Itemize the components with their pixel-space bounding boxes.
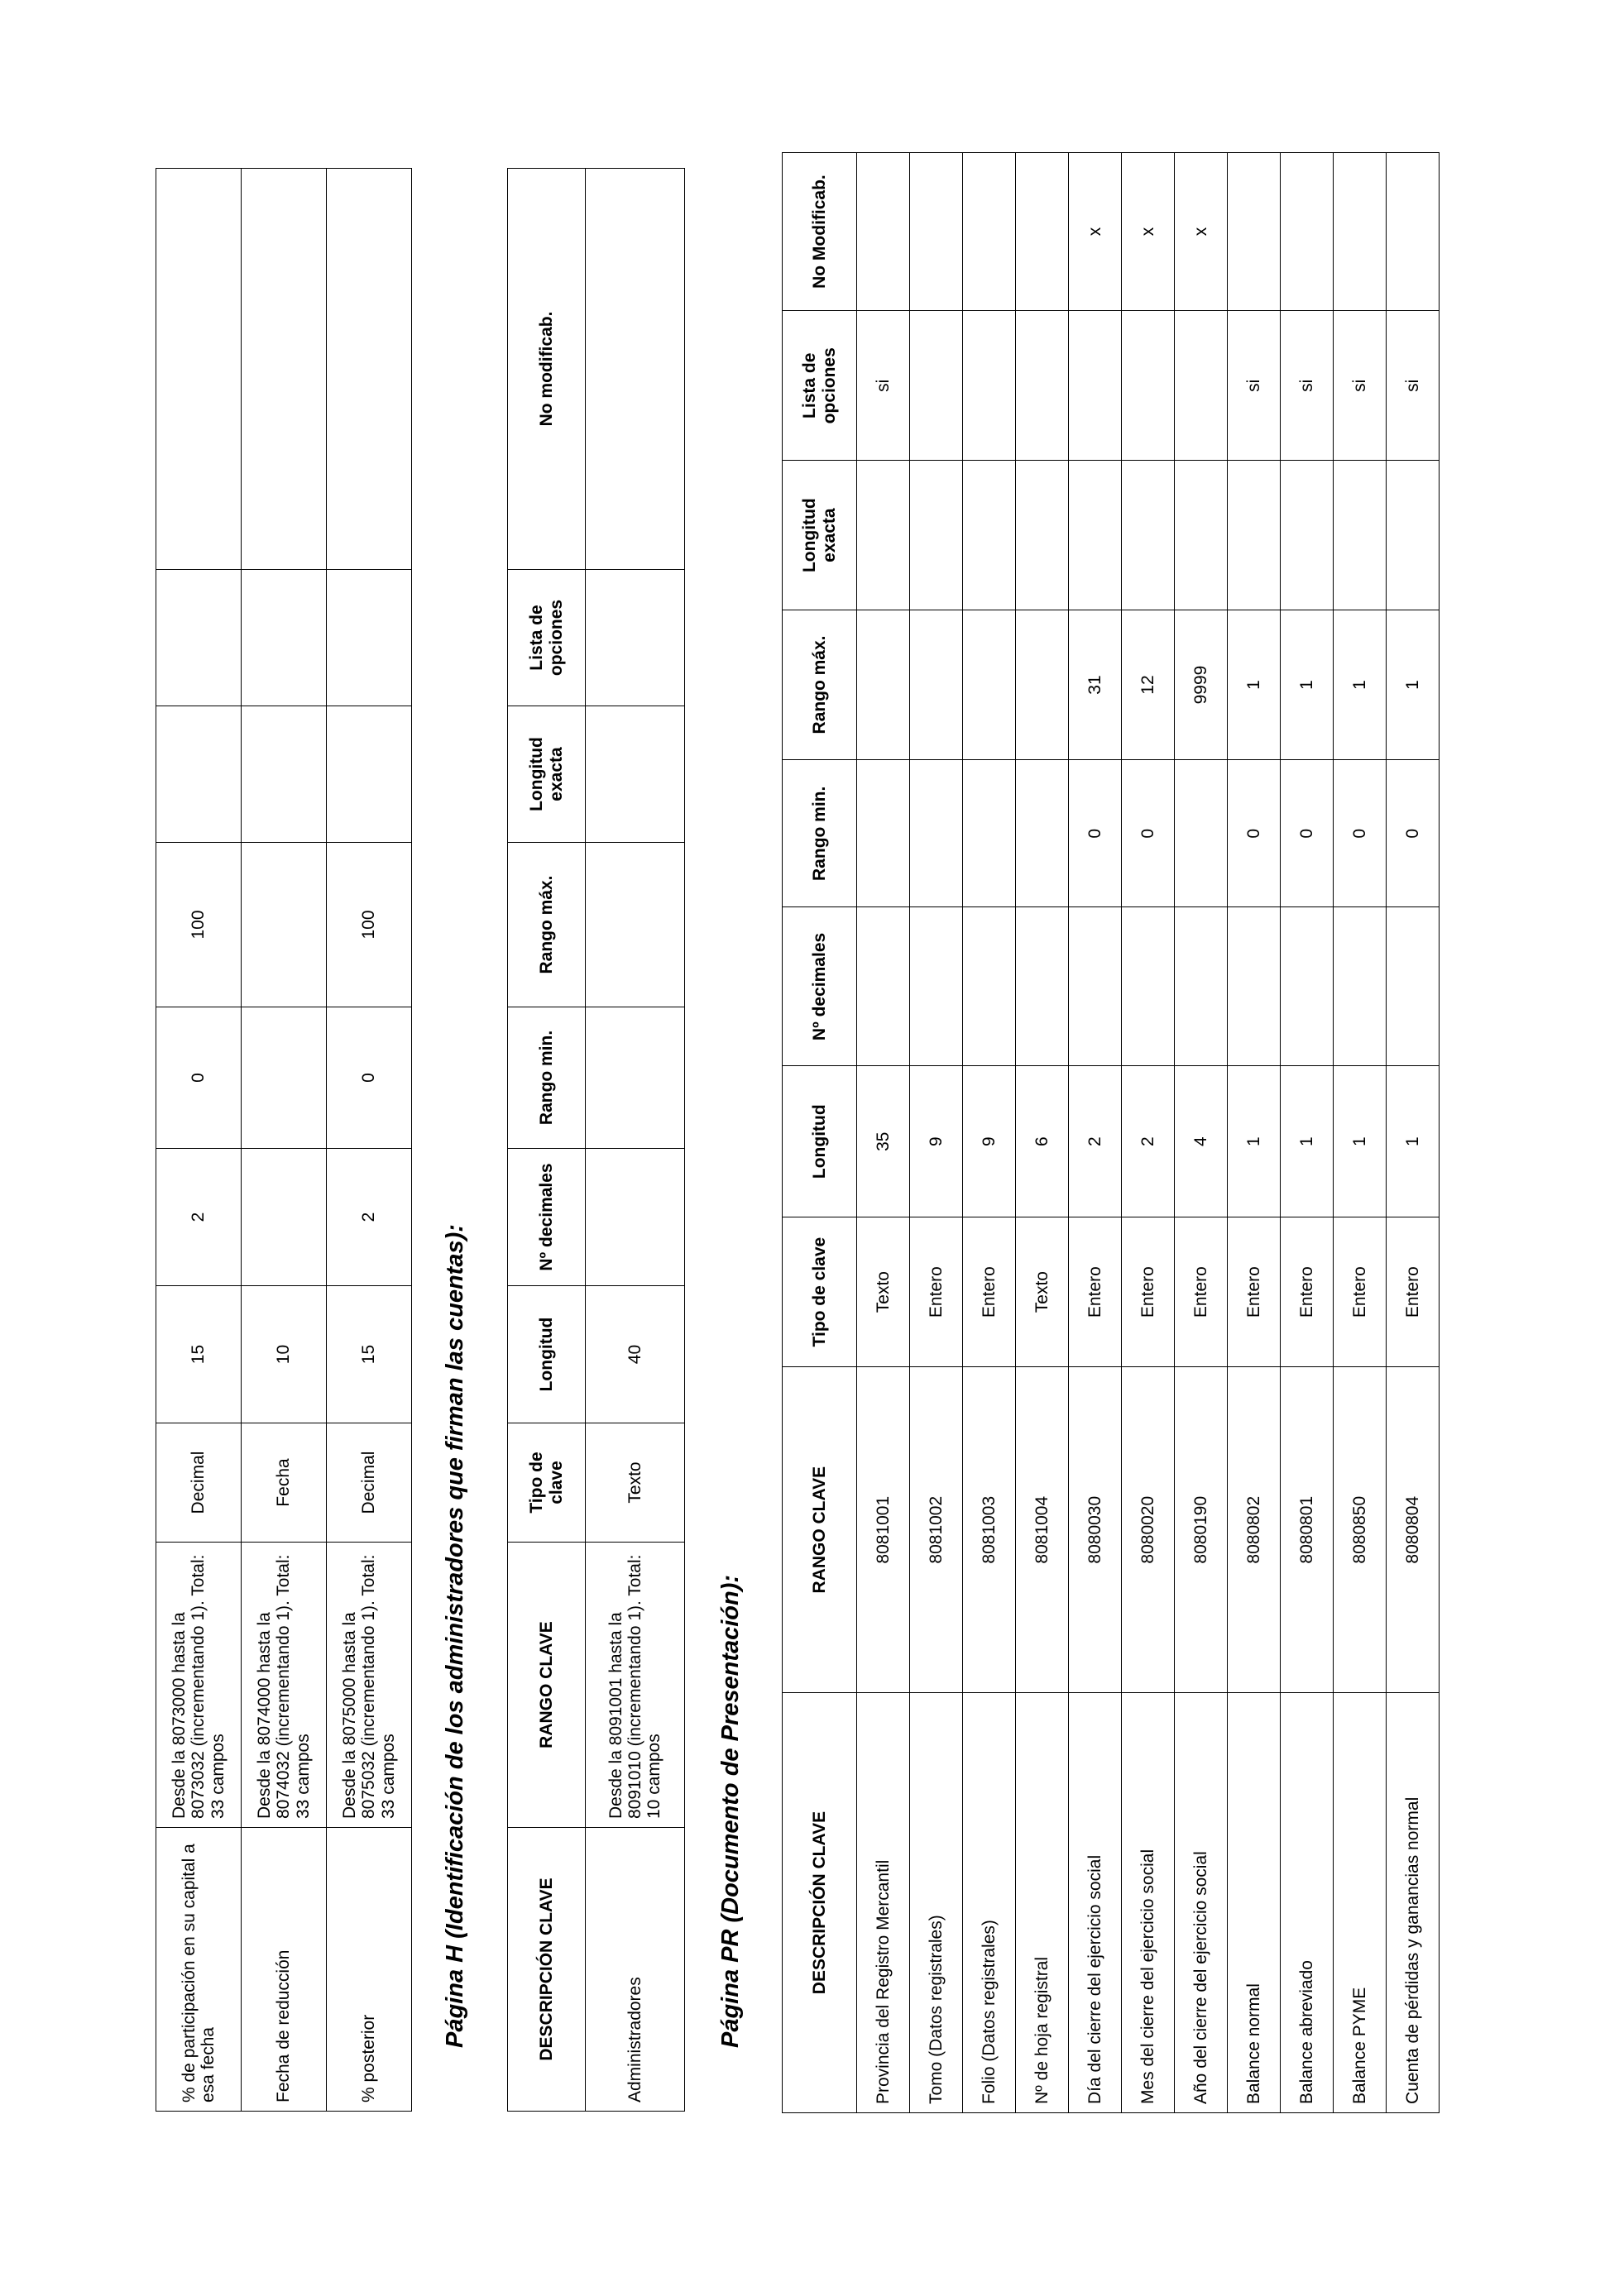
cell-rmax bbox=[963, 610, 1016, 759]
cell-longitud: 6 bbox=[1016, 1066, 1069, 1217]
header-decimales: Nº decimales bbox=[508, 1149, 586, 1286]
cell-desc: Balance normal bbox=[1228, 1693, 1281, 2113]
header-lista: Lista de opciones bbox=[783, 311, 857, 461]
cell-desc: Día del cierre del ejercicio social bbox=[1069, 1693, 1122, 2113]
cell-rmax: 1 bbox=[1228, 610, 1281, 759]
cell-rango: Desde la 8073000 hasta la 8073032 (incrementando 1). Total: 33 campos bbox=[156, 1543, 242, 1828]
cell-lista bbox=[1122, 311, 1175, 461]
cell-rmin bbox=[963, 760, 1016, 907]
cell-desc: Mes del cierre del ejercicio social bbox=[1122, 1693, 1175, 2113]
cell-desc: Balance PYME bbox=[1334, 1693, 1387, 2113]
cell-desc: Año del cierre del ejercicio social bbox=[1175, 1693, 1228, 2113]
cell-tipo: Entero bbox=[1334, 1217, 1387, 1366]
cell-lexacta bbox=[1069, 461, 1122, 610]
cell-lexacta bbox=[910, 461, 963, 610]
cell-rango: Desde la 8091001 hasta la 8091010 (incrementando 1). Total: 10 campos bbox=[586, 1543, 685, 1828]
cell-desc: Balance abreviado bbox=[1281, 1693, 1334, 2113]
cell-nomod bbox=[1016, 153, 1069, 311]
cell-lexacta bbox=[1387, 461, 1440, 610]
cell-rmax: 12 bbox=[1122, 610, 1175, 759]
cell-nomod: x bbox=[1175, 153, 1228, 311]
cell-decimales bbox=[586, 1149, 685, 1286]
cell-rmax bbox=[910, 610, 963, 759]
table-row bbox=[1387, 153, 1440, 2113]
cell-decimales bbox=[1122, 907, 1175, 1066]
table-row bbox=[1175, 153, 1228, 2113]
cell-lista: si bbox=[857, 311, 910, 461]
cell-longitud: 1 bbox=[1387, 1066, 1440, 1217]
header-rmin: Rango min. bbox=[508, 1007, 586, 1149]
cell-rmin: 0 bbox=[1334, 760, 1387, 907]
cell-lista bbox=[963, 311, 1016, 461]
cell-rango: 8081002 bbox=[910, 1367, 963, 1693]
cell-decimales bbox=[1175, 907, 1228, 1066]
cell-lexacta bbox=[586, 706, 685, 843]
cell-lista bbox=[327, 570, 412, 706]
cell-tipo: Decimal bbox=[327, 1423, 412, 1543]
cell-tipo: Entero bbox=[963, 1217, 1016, 1366]
cell-lista bbox=[156, 570, 242, 706]
cell-desc: % de participación en su capital a esa fecha bbox=[156, 1828, 242, 2112]
cell-nomod bbox=[156, 169, 242, 570]
cell-lexacta bbox=[1122, 461, 1175, 610]
cell-longitud: 1 bbox=[1281, 1066, 1334, 1217]
cell-rmax bbox=[242, 843, 327, 1007]
cell-rmax bbox=[857, 610, 910, 759]
header-lista: Lista de opciones bbox=[508, 570, 586, 706]
cell-nomod: x bbox=[1069, 153, 1122, 311]
table-row bbox=[1016, 153, 1069, 2113]
cell-rmin bbox=[910, 760, 963, 907]
cell-tipo: Texto bbox=[1016, 1217, 1069, 1366]
header-rango: RANGO CLAVE bbox=[508, 1543, 586, 1828]
table-row bbox=[242, 169, 327, 2112]
cell-nomod bbox=[1281, 153, 1334, 311]
cell-lexacta bbox=[1228, 461, 1281, 610]
header-desc: DESCRIPCIÓN CLAVE bbox=[508, 1828, 586, 2112]
cell-nomod bbox=[857, 153, 910, 311]
cell-tipo: Entero bbox=[910, 1217, 963, 1366]
cell-tipo: Decimal bbox=[156, 1423, 242, 1543]
cell-nomod bbox=[963, 153, 1016, 311]
cell-lexacta bbox=[963, 461, 1016, 610]
admins-table bbox=[507, 168, 685, 2112]
cell-tipo: Entero bbox=[1281, 1217, 1334, 1366]
cell-longitud: 9 bbox=[910, 1066, 963, 1217]
cell-rango: 8081001 bbox=[857, 1367, 910, 1693]
cell-nomod: x bbox=[1122, 153, 1175, 311]
cell-rmax: 31 bbox=[1069, 610, 1122, 759]
header-longitud: Longitud bbox=[508, 1286, 586, 1423]
cell-desc: Folio (Datos registrales) bbox=[963, 1693, 1016, 2113]
table-row bbox=[1228, 153, 1281, 2113]
cell-decimales bbox=[1069, 907, 1122, 1066]
header-nomod: No Modificab. bbox=[783, 153, 857, 311]
cell-lista: si bbox=[1228, 311, 1281, 461]
cell-lista bbox=[586, 570, 685, 706]
cell-nomod bbox=[242, 169, 327, 570]
cell-longitud: 10 bbox=[242, 1286, 327, 1423]
cell-rango: 8080030 bbox=[1069, 1367, 1122, 1693]
table-row bbox=[327, 169, 412, 2112]
cell-rmax bbox=[1016, 610, 1069, 759]
cell-rmin bbox=[1016, 760, 1069, 907]
table-row bbox=[1334, 153, 1387, 2113]
cell-lexacta bbox=[242, 706, 327, 843]
header-lexacta: Longitud exacta bbox=[508, 706, 586, 843]
header-longitud: Longitud bbox=[783, 1066, 857, 1217]
cell-longitud: 2 bbox=[1069, 1066, 1122, 1217]
cell-tipo: Entero bbox=[1175, 1217, 1228, 1366]
cell-rango: 8081003 bbox=[963, 1367, 1016, 1693]
cell-lexacta bbox=[1334, 461, 1387, 610]
section-pr-title: Página PR (Documento de Presentación): bbox=[717, 1574, 744, 2048]
cell-rmax: 100 bbox=[327, 843, 412, 1007]
cell-rmin bbox=[586, 1007, 685, 1149]
cell-lista bbox=[242, 570, 327, 706]
cell-rango: Desde la 8075000 hasta la 8075032 (incrementando 1). Total: 33 campos bbox=[327, 1543, 412, 1828]
header-lexacta: Longitud exacta bbox=[783, 461, 857, 610]
cell-decimales bbox=[1387, 907, 1440, 1066]
cell-rmin: 0 bbox=[1069, 760, 1122, 907]
cell-rango: 8081004 bbox=[1016, 1367, 1069, 1693]
cell-tipo: Fecha bbox=[242, 1423, 327, 1543]
cell-decimales bbox=[1281, 907, 1334, 1066]
cell-rango: 8080804 bbox=[1387, 1367, 1440, 1693]
table-row bbox=[1069, 153, 1122, 2113]
cell-lista: si bbox=[1334, 311, 1387, 461]
cell-lexacta bbox=[857, 461, 910, 610]
cell-nomod bbox=[1228, 153, 1281, 311]
cell-tipo: Texto bbox=[586, 1423, 685, 1543]
cell-lexacta bbox=[1281, 461, 1334, 610]
cell-decimales bbox=[857, 907, 910, 1066]
cell-rmax: 9999 bbox=[1175, 610, 1228, 759]
cell-rmin bbox=[1175, 760, 1228, 907]
cell-desc: % posterior bbox=[327, 1828, 412, 2112]
cell-desc: Nº de hoja registral bbox=[1016, 1693, 1069, 2113]
cell-rmax: 100 bbox=[156, 843, 242, 1007]
table-row bbox=[156, 169, 242, 2112]
table-row bbox=[586, 169, 685, 2112]
cell-longitud: 4 bbox=[1175, 1066, 1228, 1217]
cell-rango: 8080190 bbox=[1175, 1367, 1228, 1693]
header-nomod: No modificab. bbox=[508, 169, 586, 570]
cell-nomod bbox=[327, 169, 412, 570]
cell-rango: 8080850 bbox=[1334, 1367, 1387, 1693]
cell-decimales bbox=[1334, 907, 1387, 1066]
cell-lista bbox=[910, 311, 963, 461]
cell-decimales bbox=[963, 907, 1016, 1066]
cell-longitud: 15 bbox=[156, 1286, 242, 1423]
cell-tipo: Texto bbox=[857, 1217, 910, 1366]
header-rango: RANGO CLAVE bbox=[783, 1367, 857, 1693]
header-tipo: Tipo de clave bbox=[783, 1217, 857, 1366]
cell-lista bbox=[1175, 311, 1228, 461]
cell-lista: si bbox=[1281, 311, 1334, 461]
table-row bbox=[963, 153, 1016, 2113]
cell-rmin: 0 bbox=[1228, 760, 1281, 907]
cell-rmin: 0 bbox=[156, 1007, 242, 1149]
cell-decimales bbox=[1016, 907, 1069, 1066]
presentation-header-row bbox=[783, 153, 857, 2113]
cell-rmax: 1 bbox=[1334, 610, 1387, 759]
admins-header-row bbox=[508, 169, 586, 2112]
cell-lexacta bbox=[1016, 461, 1069, 610]
cell-desc: Provincia del Registro Mercantil bbox=[857, 1693, 910, 2113]
header-rmin: Rango min. bbox=[783, 760, 857, 907]
cell-decimales bbox=[242, 1149, 327, 1286]
cell-rmin: 0 bbox=[1281, 760, 1334, 907]
cell-rango: 8080020 bbox=[1122, 1367, 1175, 1693]
cell-lexacta bbox=[327, 706, 412, 843]
cell-lexacta bbox=[156, 706, 242, 843]
cell-desc: Administradores bbox=[586, 1828, 685, 2112]
cell-decimales: 2 bbox=[156, 1149, 242, 1286]
cell-nomod bbox=[586, 169, 685, 570]
cell-longitud: 1 bbox=[1228, 1066, 1281, 1217]
cell-longitud: 9 bbox=[963, 1066, 1016, 1217]
cell-rango: 8080801 bbox=[1281, 1367, 1334, 1693]
cell-rmin bbox=[242, 1007, 327, 1149]
cell-tipo: Entero bbox=[1122, 1217, 1175, 1366]
header-tipo: Tipo de clave bbox=[508, 1423, 586, 1543]
header-desc: DESCRIPCIÓN CLAVE bbox=[783, 1693, 857, 2113]
cell-longitud: 40 bbox=[586, 1286, 685, 1423]
cell-nomod bbox=[1334, 153, 1387, 311]
cell-decimales: 2 bbox=[327, 1149, 412, 1286]
cell-rmin: 0 bbox=[1387, 760, 1440, 907]
cell-tipo: Entero bbox=[1228, 1217, 1281, 1366]
cell-desc: Tomo (Datos registrales) bbox=[910, 1693, 963, 2113]
cell-rmin bbox=[857, 760, 910, 907]
table-row bbox=[1281, 153, 1334, 2113]
header-decimales: Nº decimales bbox=[783, 907, 857, 1066]
cell-rmin: 0 bbox=[327, 1007, 412, 1149]
cell-rmax bbox=[586, 843, 685, 1007]
cell-lexacta bbox=[1175, 461, 1228, 610]
cell-rmin: 0 bbox=[1122, 760, 1175, 907]
cell-decimales bbox=[1228, 907, 1281, 1066]
table-row bbox=[857, 153, 910, 2113]
cell-lista bbox=[1016, 311, 1069, 461]
presentation-table bbox=[782, 152, 1440, 2113]
cell-longitud: 35 bbox=[857, 1066, 910, 1217]
continuation-table bbox=[156, 168, 412, 2112]
section-h-title: Página H (Identificación de los administradores que firman las cuentas): bbox=[442, 1224, 468, 2048]
cell-decimales bbox=[910, 907, 963, 1066]
table-row bbox=[910, 153, 963, 2113]
table-row bbox=[1122, 153, 1175, 2113]
cell-rmax: 1 bbox=[1387, 610, 1440, 759]
cell-longitud: 2 bbox=[1122, 1066, 1175, 1217]
cell-desc: Cuenta de pérdidas y ganancias normal bbox=[1387, 1693, 1440, 2113]
cell-desc: Fecha de reducción bbox=[242, 1828, 327, 2112]
cell-longitud: 1 bbox=[1334, 1066, 1387, 1217]
cell-rango: 8080802 bbox=[1228, 1367, 1281, 1693]
cell-tipo: Entero bbox=[1069, 1217, 1122, 1366]
cell-rmax: 1 bbox=[1281, 610, 1334, 759]
cell-longitud: 15 bbox=[327, 1286, 412, 1423]
cell-lista: si bbox=[1387, 311, 1440, 461]
cell-rango: Desde la 8074000 hasta la 8074032 (incrementando 1). Total: 33 campos bbox=[242, 1543, 327, 1828]
cell-lista bbox=[1069, 311, 1122, 461]
cell-nomod bbox=[910, 153, 963, 311]
cell-tipo: Entero bbox=[1387, 1217, 1440, 1366]
header-rmax: Rango máx. bbox=[508, 843, 586, 1007]
header-rmax: Rango máx. bbox=[783, 610, 857, 759]
cell-nomod bbox=[1387, 153, 1440, 311]
